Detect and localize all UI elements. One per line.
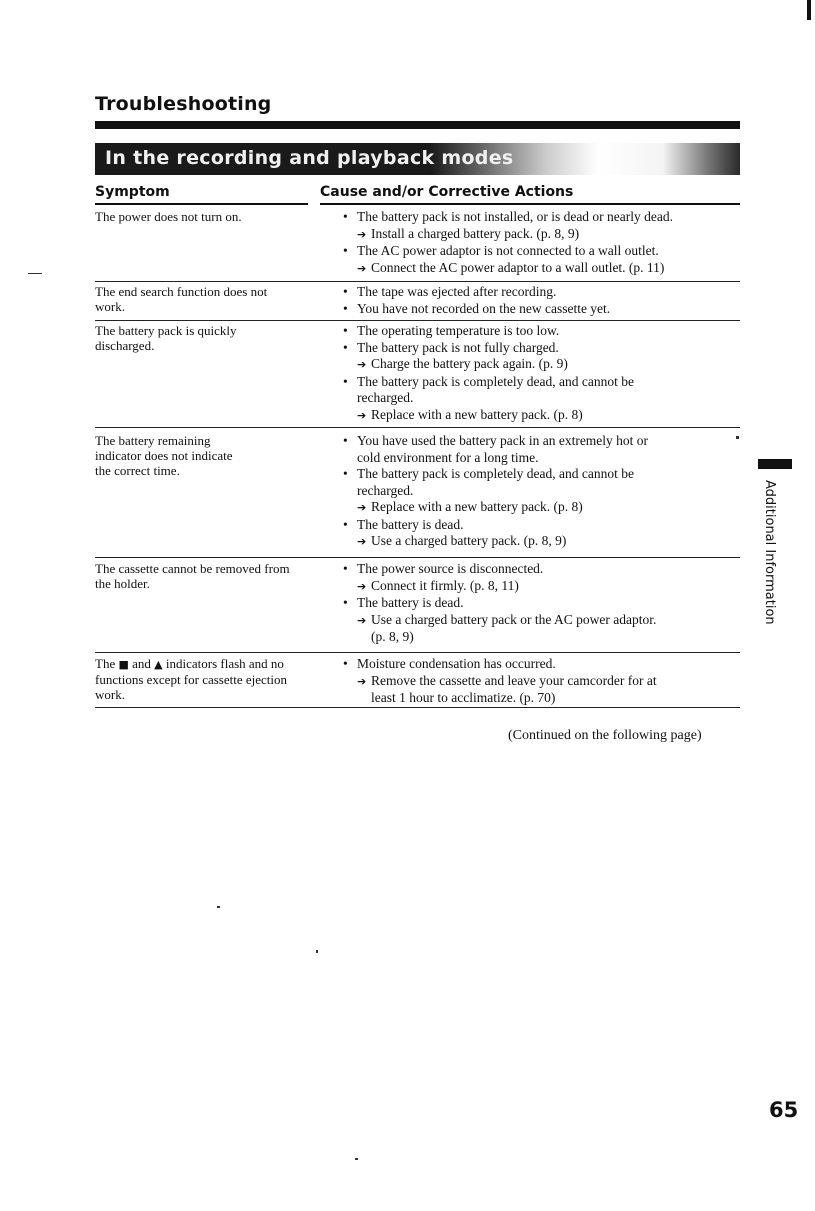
- cause-line: • The battery pack is completely dead, and cannot be: [343, 374, 743, 391]
- symptom-line: discharged.: [95, 338, 155, 353]
- action-line: ➔ Install a charged battery pack. (p. 8, 9): [343, 226, 743, 244]
- symptom-cell: [95, 433, 330, 478]
- symptom-line: The battery remaining: [95, 433, 211, 448]
- cause-cell: [343, 284, 743, 317]
- action-line: ➔ Remove the cassette and leave your camcorder for at: [343, 673, 743, 691]
- section-banner: [95, 143, 740, 175]
- row-divider: [95, 320, 740, 321]
- cause-line: • The battery pack is not installed, or is dead or nearly dead.: [343, 209, 743, 226]
- cause-line: cold environment for a long time.: [357, 449, 539, 465]
- action-line: ➔ Charge the battery pack again. (p. 9): [343, 356, 743, 374]
- eject-indicator-icon: ▲: [154, 658, 163, 671]
- side-section-label: Additional Information: [762, 480, 777, 625]
- page-number: 65: [769, 1098, 799, 1122]
- symptom-line: functions except for cassette ejection: [95, 672, 288, 687]
- symptom-cell: [95, 656, 330, 702]
- row-divider: [95, 652, 740, 653]
- header-rule: [320, 203, 740, 205]
- scan-speck: [316, 950, 318, 953]
- action-line: ➔ Connect it firmly. (p. 8, 11): [343, 578, 743, 596]
- action-line: ➔ Use a charged battery pack or the AC power adaptor.: [343, 612, 743, 630]
- continued-note: (Continued on the following page): [508, 728, 702, 743]
- scan-speck: [355, 1158, 358, 1160]
- symptom-text: indicators flash and no: [162, 656, 284, 671]
- cause-cell: [343, 656, 743, 707]
- cause-line: • The power source is disconnected.: [343, 561, 743, 578]
- symptom-line: The battery pack is quickly: [95, 323, 237, 338]
- cause-cell: [343, 561, 743, 646]
- symptom-cell: [95, 323, 330, 353]
- cause-line: • You have not recorded on the new cassette yet.: [343, 301, 743, 318]
- symptom-line: indicator does not indicate: [95, 448, 233, 463]
- symptom-line: work.: [95, 687, 125, 702]
- row-divider: [95, 427, 740, 428]
- cause-line: • The battery pack is not fully charged.: [343, 340, 743, 357]
- symptom-line: The power does not turn on.: [95, 209, 242, 224]
- cause-line: least 1 hour to acclimatize. (p. 70): [371, 690, 556, 705]
- row-divider: [95, 707, 740, 708]
- page-title: Troubleshooting: [95, 93, 272, 115]
- symptom-line: The cassette cannot be removed from: [95, 561, 290, 576]
- action-line: ➔ Use a charged battery pack. (p. 8, 9): [343, 533, 743, 551]
- symptom-cell: [95, 209, 330, 224]
- action-line: ➔ Replace with a new battery pack. (p. 8): [343, 407, 743, 425]
- cause-cell: [343, 433, 743, 551]
- cause-line: • The battery is dead.: [343, 517, 743, 534]
- cassette-indicator-icon: ■: [118, 658, 129, 671]
- cause-line: • Moisture condensation has occurred.: [343, 656, 743, 673]
- side-tab-marker: [758, 459, 792, 469]
- cause-line: • You have used the battery pack in an extremely hot or: [343, 433, 743, 450]
- cause-line: recharged.: [357, 482, 414, 498]
- cause-line: • The battery is dead.: [343, 595, 743, 612]
- symptom-line: work.: [95, 299, 125, 314]
- action-line: ➔ Connect the AC power adaptor to a wall outlet. (p. 11): [343, 260, 743, 278]
- cause-line: • The tape was ejected after recording.: [343, 284, 743, 301]
- cause-line: recharged.: [357, 390, 414, 405]
- cause-cell: [343, 209, 743, 277]
- action-line: ➔ Replace with a new battery pack. (p. 8): [343, 499, 743, 517]
- title-rule: [95, 121, 740, 129]
- scan-speck: [28, 273, 42, 274]
- symptom-line: The end search function does not: [95, 284, 268, 299]
- scan-speck: [736, 436, 739, 439]
- symptom-text: The: [95, 656, 119, 671]
- symptom-line: the holder.: [95, 576, 150, 591]
- cause-line: • The battery pack is completely dead, and cannot be: [343, 466, 743, 483]
- row-divider: [95, 281, 740, 282]
- section-heading: In the recording and playback modes: [105, 147, 514, 169]
- cause-line: (p. 8, 9): [371, 629, 414, 644]
- cause-line: • The operating temperature is too low.: [343, 323, 743, 340]
- scan-speck: [217, 906, 220, 908]
- symptom-text: and: [128, 656, 155, 671]
- scan-corner-mark: [807, 0, 811, 20]
- symptom-column-header: Symptom: [95, 184, 170, 200]
- symptom-line: [95, 656, 330, 672]
- symptom-line: the correct time.: [95, 463, 180, 478]
- symptom-cell: [95, 284, 330, 314]
- header-rule: [95, 203, 308, 205]
- cause-cell: [343, 323, 743, 424]
- cause-line: • The AC power adaptor is not connected to a wall outlet.: [343, 243, 743, 260]
- symptom-cell: [95, 561, 330, 591]
- cause-column-header: Cause and/or Corrective Actions: [320, 184, 574, 200]
- row-divider: [95, 557, 740, 558]
